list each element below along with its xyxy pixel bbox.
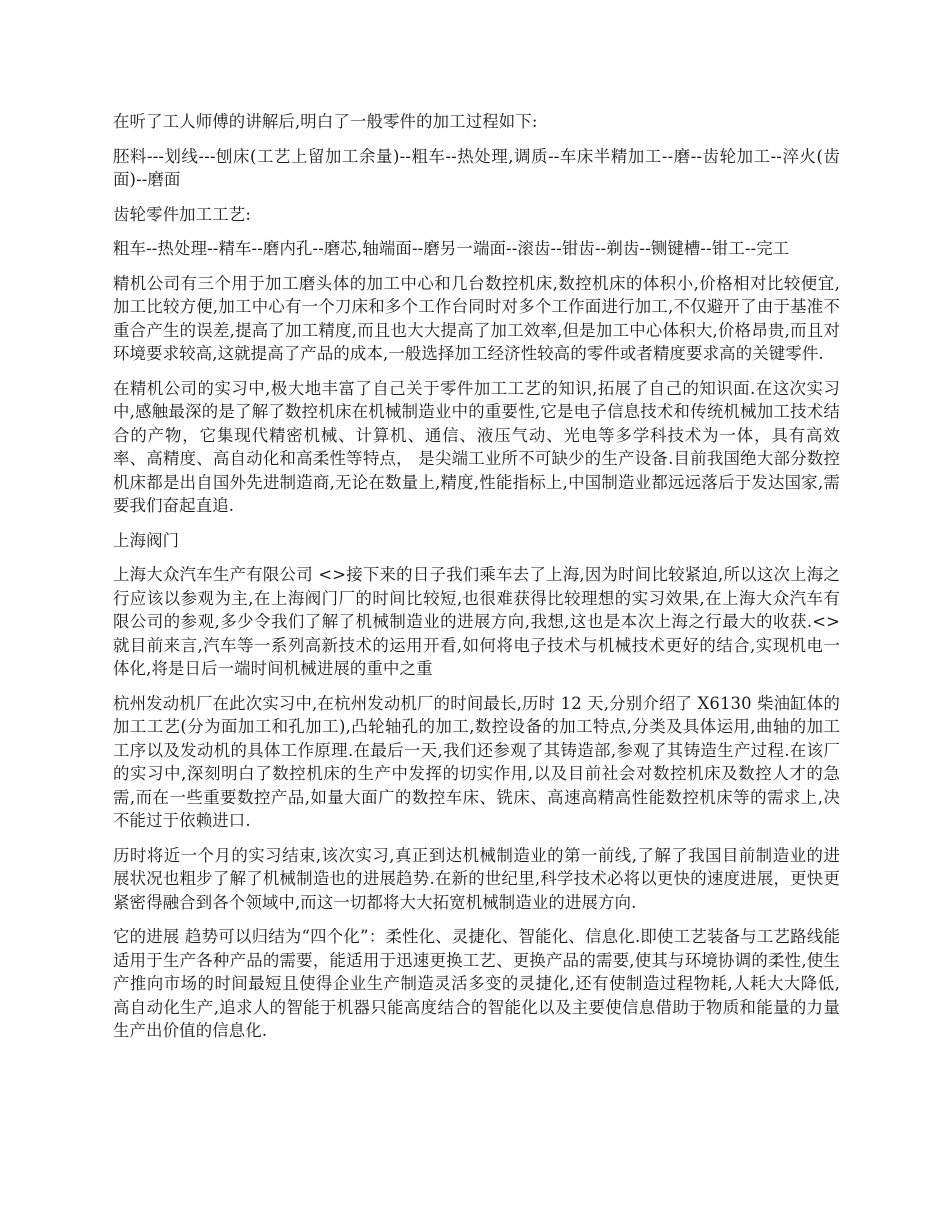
paragraph-hangzhou-engine: 杭州发动机厂在此次实习中,在杭州发动机厂的时间最长,历时 12 天,分别介绍了 X6130 柴油缸体的加工工艺(分为面加工和孔加工),凸轮轴孔的加工,数控设备的加工特点,分类及具体运用,曲轴的加工工序以及发动机的具体工作原理.在最后一天,我们还参观了其铸造部,参观了其铸造生产过程.在该厂的实习中,深刻明白了数控机床的生产中发挥的切实作用,以及目前社会对数控机床及数控人才的急需,而在一些重要数控产品,如量大面广的数控车床、铣床、高速高精高性能数控机床等的需求上,决不能过于依赖进口. — [113, 693, 840, 830]
paragraph-development-trends: 它的进展 趋势可以归结为“四个化”：柔性化、灵捷化、智能化、信息化.即使工艺装备与工艺路线能适用于生产各种产品的需要，能适用于迅速更换工艺、更换产品的需要,使其与环境协调的柔性,使生产推向市场的时间最短且使得企业生产制造灵活多变的灵捷化,还有使制造过程物耗,人耗大大降低,高自动化生产,追求人的智能于机器只能高度结合的智能化以及主要使信息借助于物质和能量的力量生产出价值的信息化. — [113, 927, 840, 1040]
paragraph-shanghai-volkswagen: 上海大众汽车生产有限公司 <>接下来的日子我们乘车去了上海,因为时间比较紧迫,所以这次上海之行应该以参观为主,在上海阀门厂的时间比较短,也很难获得比较理想的实习效果,在上海大众汽车有限公司的参观,多少令我们了解了机械制造业的进展方向,我想,这也是本次上海之行最大的收获.<>就目前来言,汽车等一系列高新技术的运用开看,如何将电子技术与机械技术更好的结合,实现机电一体化,将是日后一端时间机械进展的重中之重 — [113, 565, 840, 678]
paragraph-cnc-importance: 在精机公司的实习中,极大地丰富了自己关于零件加工工艺的知识,拓展了自己的知识面.在这次实习中,感触最深的是了解了数控机床在机械制造业中的重要性,它是电子信息技术和传统机械加工技术结合的产物，它集现代精密机械、计算机、通信、液压气动、光电等多学科技术为一体，具有高效率、高精度、高自动化和高柔性等特点， 是尖端工业所不可缺少的生产设备.目前我国绝大部分数控机床都是出自国外先进制造商,无论在数量上,精度,性能指标上,中国制造业都远远落后于发达国家,需要我们奋起直追. — [113, 378, 840, 515]
paragraph-gear-process-steps: 粗车--热处理--精车--磨内孔--磨芯,轴端面--磨另一端面--滚齿--钳齿--剃齿--铡键槽--钳工--完工 — [113, 239, 790, 258]
paragraph-part-process-steps: 胚料---划线---刨床(工艺上留加工余量)--粗车--热处理,调质--车床半精加工--磨--齿轮加工--淬火(齿面)--磨面 — [113, 146, 840, 189]
paragraph-machining-center: 精机公司有三个用于加工磨头体的加工中心和几台数控机床,数控机床的体积小,价格相对比较便宜,加工比较方便,加工中心有一个刀床和多个工作台同时对多个工作面进行加工,不仅避开了由于基准不重合产生的误差,提高了加工精度,而且也大大提高了加工效率,但是加工中心体积大,价格昂贵,而且对环境要求较高,这就提高了产品的成本,一般选择加工经济性较高的零件或者精度要求高的关键零件. — [113, 273, 840, 363]
paragraph-internship-summary: 历时将近一个月的实习结束,该次实习,真正到达机械制造业的第一前线,了解了我国目前制造业的进展状况也粗步了解了机械制造也的进展趋势.在新的世纪里,科学技术必将以更快的速度进展，更快更紧密得融合到各个领域中,而这一切都将大大拓宽机械制造业的进展方向. — [113, 845, 840, 912]
paragraph-gear-heading: 齿轮零件加工工艺: — [113, 204, 251, 224]
paragraph-process-intro: 在听了工人师傅的讲解后,明白了一般零件的加工过程如下: — [113, 112, 538, 131]
paragraph-shanghai-valve-heading: 上海阀门 — [113, 530, 180, 550]
document-body — [113, 110, 840, 1054]
